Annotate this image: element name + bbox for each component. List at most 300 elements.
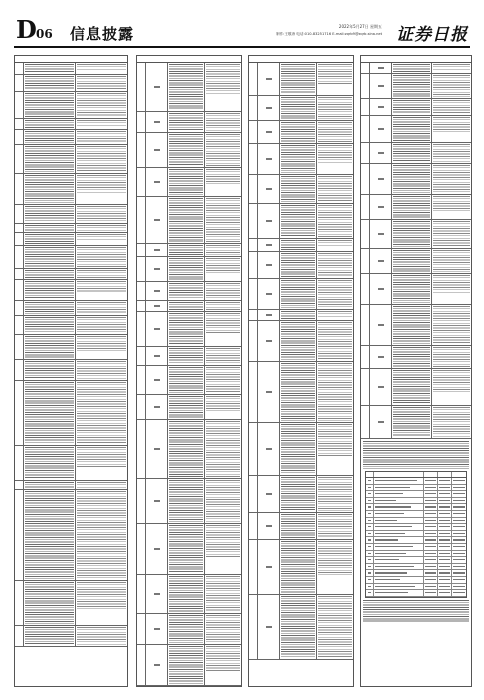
summary-cell [374, 498, 424, 504]
text-lines [318, 253, 352, 277]
text-cell [317, 204, 353, 238]
text-cell [24, 316, 76, 334]
text-lines [25, 93, 74, 117]
summary-header-cell [366, 472, 374, 477]
text-lines [25, 302, 74, 314]
table-row [137, 524, 241, 575]
table-row [15, 280, 127, 301]
text-cell [317, 96, 353, 120]
text-cell [205, 133, 241, 167]
row-label-cell [146, 420, 168, 478]
text-lines [318, 424, 352, 457]
row-label-cell [370, 369, 392, 405]
text-cell [392, 74, 432, 98]
text-lines [281, 122, 315, 142]
text-cell [168, 301, 205, 311]
summary-cell [374, 584, 424, 590]
summary-cell [424, 564, 438, 570]
text-cell [432, 195, 471, 219]
summary-cell [438, 531, 452, 537]
summary-cell [438, 478, 452, 484]
text-cell [24, 233, 76, 245]
text-column-1 [14, 55, 128, 687]
table-row [249, 63, 353, 96]
row-index-cell [137, 312, 146, 346]
text-cell [392, 274, 432, 304]
row-index-cell [249, 279, 258, 309]
text-lines [318, 145, 352, 164]
text-lines [433, 250, 470, 272]
text-cell [280, 362, 317, 422]
summary-cell [424, 577, 438, 583]
text-cell [24, 581, 76, 625]
summary-cell [366, 564, 374, 570]
summary-cell [452, 537, 466, 543]
table-row [361, 406, 471, 439]
text-lines [25, 361, 74, 379]
text-lines [206, 313, 240, 334]
row-index-cell [361, 305, 370, 345]
summary-cell [452, 524, 466, 530]
text-cell [432, 99, 471, 115]
row-label-cell [258, 121, 280, 143]
summary-cell [438, 518, 452, 524]
row-index-cell [249, 252, 258, 278]
row-label-cell [258, 279, 280, 309]
summary-cell [438, 544, 452, 550]
text-cell [432, 406, 471, 438]
text-lines [433, 165, 470, 193]
text-cell [280, 310, 317, 320]
table-row [249, 96, 353, 121]
row-index-cell [15, 75, 24, 91]
summary-table-row [366, 518, 466, 525]
row-label-cell [258, 362, 280, 422]
summary-table [365, 471, 467, 598]
summary-cell [452, 551, 466, 557]
table-row [249, 175, 353, 204]
table-row [361, 305, 471, 346]
table-row [137, 645, 241, 686]
column-header [361, 56, 471, 63]
text-cell [432, 116, 471, 142]
summary-cell [438, 537, 452, 543]
text-lines [318, 477, 352, 511]
summary-cell [438, 551, 452, 557]
table-row [137, 301, 241, 312]
table-row [137, 312, 241, 347]
row-index-cell [15, 626, 24, 646]
text-cell [76, 269, 127, 279]
summary-cell [366, 485, 374, 491]
summary-cell [424, 570, 438, 576]
text-lines [393, 144, 430, 162]
text-lines [318, 97, 352, 119]
table-row [15, 233, 127, 246]
text-cell [76, 145, 127, 173]
text-lines [206, 302, 240, 310]
table-row [15, 119, 127, 130]
row-index-cell [137, 282, 146, 300]
text-lines [77, 146, 126, 172]
text-cell [24, 446, 76, 480]
table-row [249, 252, 353, 279]
summary-cell [366, 524, 374, 530]
text-cell [280, 423, 317, 475]
text-cell [317, 310, 353, 320]
summary-cell [452, 485, 466, 491]
row-index-cell [249, 96, 258, 120]
text-cell [280, 175, 317, 203]
text-cell [205, 168, 241, 196]
text-cell [392, 143, 432, 163]
summary-header-cell [424, 472, 438, 477]
row-label-cell [370, 74, 392, 98]
text-lines [318, 322, 352, 360]
row-index-cell [137, 479, 146, 523]
summary-cell [452, 531, 466, 537]
row-label-cell [258, 175, 280, 203]
summary-cell [366, 544, 374, 550]
text-cell [76, 224, 127, 232]
text-column-4 [360, 55, 472, 687]
text-lines [393, 370, 430, 404]
text-lines [206, 348, 240, 364]
text-lines [77, 317, 126, 333]
row-index-cell [15, 360, 24, 380]
table-row [249, 310, 353, 321]
text-column-2 [136, 55, 242, 687]
table-row [15, 381, 127, 446]
text-cell [205, 312, 241, 346]
table-row [361, 164, 471, 195]
text-lines [433, 221, 470, 247]
row-index-cell [15, 481, 24, 489]
text-lines [25, 146, 74, 172]
table-row [361, 99, 471, 116]
text-lines [206, 198, 240, 242]
table-row [15, 269, 127, 280]
summary-table-row [366, 577, 466, 584]
summary-table-row [366, 537, 466, 544]
summary-cell [374, 590, 424, 596]
table-row [15, 581, 127, 626]
text-cell [432, 369, 471, 405]
text-lines [77, 234, 126, 241]
text-cell [392, 346, 432, 368]
text-lines [433, 347, 470, 367]
table-row [249, 239, 353, 252]
text-cell [205, 347, 241, 365]
text-lines [169, 198, 203, 242]
table-row [15, 174, 127, 205]
text-lines [318, 64, 352, 84]
summary-cell [424, 590, 438, 596]
text-cell [317, 321, 353, 361]
text-lines [318, 122, 352, 142]
text-cell [205, 524, 241, 574]
text-cell [168, 347, 205, 365]
table-row [137, 63, 241, 112]
table-row [249, 321, 353, 362]
row-index-cell [137, 63, 146, 111]
row-index-cell [249, 476, 258, 512]
row-label-cell [258, 239, 280, 251]
text-cell [205, 63, 241, 111]
text-cell [205, 395, 241, 419]
text-cell [76, 626, 127, 646]
text-cell [24, 626, 76, 646]
text-cell [76, 205, 127, 223]
text-lines [393, 306, 430, 344]
text-cell [205, 282, 241, 300]
row-index-cell [15, 316, 24, 334]
row-label-cell [146, 168, 168, 196]
summary-cell [438, 524, 452, 530]
text-lines [318, 514, 352, 538]
table-row [15, 246, 127, 269]
text-cell [280, 252, 317, 278]
row-index-cell [361, 406, 370, 438]
text-lines [169, 421, 203, 477]
row-label-cell [258, 252, 280, 278]
row-index-cell [249, 321, 258, 361]
row-index-cell [15, 490, 24, 580]
text-lines [206, 169, 240, 186]
table-row [15, 75, 127, 92]
summary-cell [438, 557, 452, 563]
table-row [137, 257, 241, 282]
text-cell [76, 119, 127, 129]
text-lines [281, 596, 315, 658]
table-row [249, 595, 353, 660]
text-cell [280, 540, 317, 594]
summary-cell [366, 478, 374, 484]
summary-cell [424, 544, 438, 550]
text-cell [24, 490, 76, 580]
text-lines [318, 363, 352, 421]
text-cell [317, 252, 353, 278]
text-lines [77, 336, 126, 351]
table-row [137, 133, 241, 168]
summary-cell [424, 537, 438, 543]
summary-cell [424, 524, 438, 530]
summary-table-row [366, 531, 466, 538]
text-lines [25, 131, 74, 143]
text-lines [281, 514, 315, 538]
summary-cell [366, 491, 374, 497]
text-lines [433, 407, 470, 437]
text-lines [206, 113, 240, 131]
table-row [361, 274, 471, 305]
summary-cell [438, 564, 452, 570]
row-index-cell [137, 197, 146, 243]
text-cell [280, 595, 317, 659]
text-lines [318, 311, 352, 317]
text-cell [205, 112, 241, 132]
text-cell [76, 335, 127, 359]
text-cell [317, 175, 353, 203]
text-cell [76, 130, 127, 144]
text-lines [25, 491, 74, 579]
table-row [137, 479, 241, 524]
row-label-cell [370, 99, 392, 115]
summary-cell [366, 518, 374, 524]
text-lines [281, 541, 315, 593]
row-index-cell [15, 381, 24, 445]
text-cell [24, 174, 76, 204]
table-row [15, 316, 127, 335]
row-index-cell [15, 280, 24, 300]
text-lines [25, 582, 74, 624]
text-lines [433, 117, 470, 133]
row-label-cell [146, 614, 168, 644]
text-cell [76, 233, 127, 245]
row-label-cell [370, 346, 392, 368]
row-label-cell [146, 366, 168, 394]
text-cell [24, 301, 76, 315]
text-cell [168, 614, 205, 644]
row-index-cell [249, 204, 258, 238]
text-cell [317, 595, 353, 659]
text-cell [432, 220, 471, 248]
row-label-cell [146, 524, 168, 574]
summary-cell [452, 518, 466, 524]
row-index-cell [249, 144, 258, 174]
text-lines [281, 280, 315, 308]
table-row [361, 369, 471, 406]
row-label-cell [258, 96, 280, 120]
summary-table-row [366, 485, 466, 492]
text-lines [77, 361, 126, 379]
row-index-cell [137, 366, 146, 394]
text-lines [25, 281, 74, 299]
summary-cell [374, 478, 424, 484]
text-lines [206, 525, 240, 557]
summary-cell [374, 570, 424, 576]
text-cell [168, 524, 205, 574]
text-cell [392, 369, 432, 405]
summary-cell [374, 564, 424, 570]
text-lines [206, 367, 240, 393]
text-cell [24, 145, 76, 173]
text-cell [392, 164, 432, 194]
text-cell [24, 224, 76, 232]
summary-cell [366, 498, 374, 504]
summary-cell [452, 584, 466, 590]
summary-cell [366, 590, 374, 596]
summary-cell [438, 511, 452, 517]
text-cell [205, 244, 241, 256]
summary-cell [438, 590, 452, 596]
table-row [361, 249, 471, 274]
text-cell [76, 581, 127, 625]
row-index-cell [361, 369, 370, 405]
text-lines [25, 175, 74, 203]
summary-cell [452, 491, 466, 497]
text-cell [205, 301, 241, 311]
table-row [249, 204, 353, 239]
row-index-cell [137, 524, 146, 574]
text-lines [318, 176, 352, 202]
row-index-cell [137, 575, 146, 613]
text-lines [206, 421, 240, 477]
row-label-cell [146, 244, 168, 256]
text-lines [77, 447, 126, 468]
text-lines [206, 480, 240, 522]
table-row [137, 282, 241, 301]
text-lines [281, 145, 315, 173]
text-lines [169, 313, 203, 345]
row-label-cell [370, 164, 392, 194]
text-cell [168, 112, 205, 132]
summary-table-row [366, 590, 466, 597]
table-row [249, 279, 353, 310]
text-cell [168, 197, 205, 243]
text-cell [432, 143, 471, 163]
text-lines [169, 348, 203, 364]
text-lines [77, 225, 126, 231]
summary-cell [424, 485, 438, 491]
text-lines [393, 407, 430, 437]
text-cell [168, 282, 205, 300]
text-cell [280, 63, 317, 95]
text-cell [280, 239, 317, 251]
table-row [361, 195, 471, 220]
summary-cell [366, 551, 374, 557]
table-row [15, 335, 127, 360]
table-row [15, 481, 127, 490]
summary-cell [438, 570, 452, 576]
row-label-cell [146, 575, 168, 613]
text-cell [317, 121, 353, 143]
text-lines [318, 280, 352, 308]
text-cell [168, 312, 205, 346]
text-lines [25, 270, 74, 278]
summary-cell [374, 524, 424, 530]
row-index-cell [361, 116, 370, 142]
text-cell [76, 92, 127, 118]
summary-cell [366, 584, 374, 590]
text-lines [281, 363, 315, 421]
summary-cell [452, 504, 466, 510]
summary-cell [424, 518, 438, 524]
text-cell [76, 360, 127, 380]
text-cell [392, 116, 432, 142]
table-row [249, 423, 353, 476]
text-lines [206, 283, 240, 299]
text-cell [317, 540, 353, 594]
row-label-cell [146, 133, 168, 167]
summary-cell [452, 577, 466, 583]
row-index-cell [15, 301, 24, 315]
summary-cell [366, 537, 374, 543]
row-index-cell [249, 175, 258, 203]
row-index-cell [361, 274, 370, 304]
summary-cell [374, 537, 424, 543]
text-cell [205, 645, 241, 685]
row-index-cell [15, 246, 24, 268]
text-lines [25, 447, 74, 479]
table-row [361, 346, 471, 369]
text-lines [25, 482, 74, 488]
summary-cell [452, 557, 466, 563]
summary-cell [438, 584, 452, 590]
row-index-cell [137, 420, 146, 478]
text-lines [393, 100, 430, 114]
summary-table-row [366, 564, 466, 571]
text-lines [318, 541, 352, 575]
